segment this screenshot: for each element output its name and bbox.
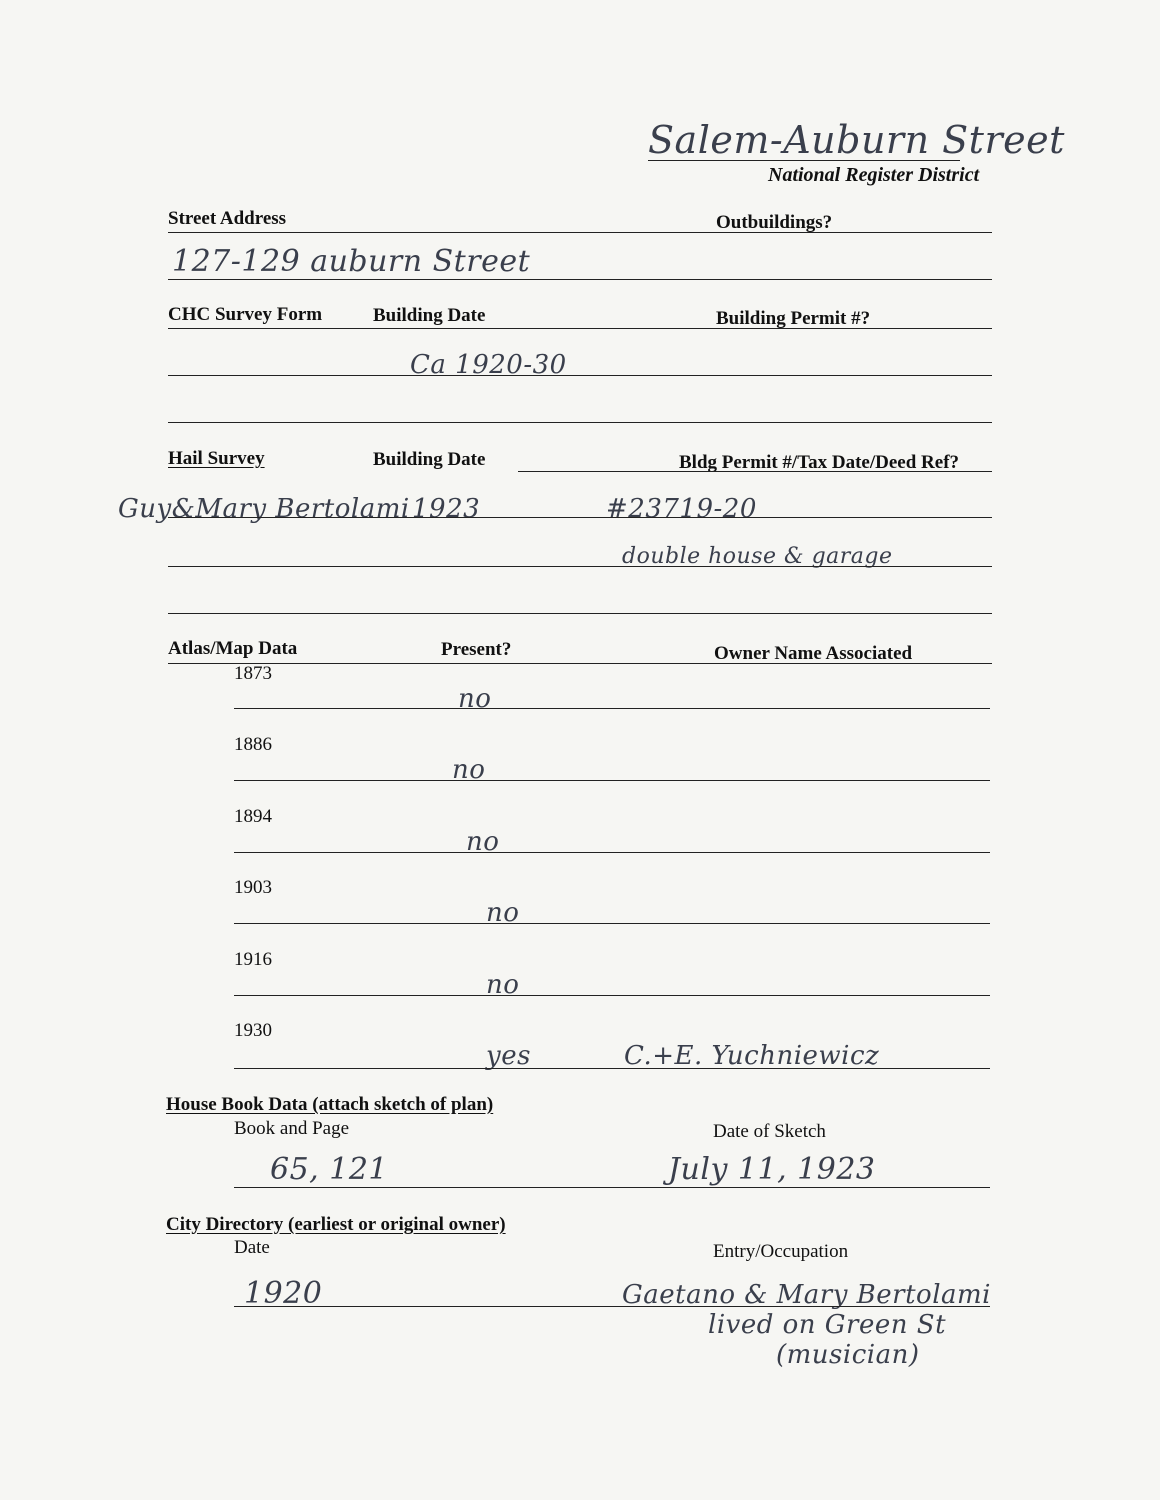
atlas-row-present: no — [466, 827, 500, 857]
atlas-present-label: Present? — [441, 639, 512, 660]
atlas-owner-label: Owner Name Associated — [714, 643, 913, 664]
street-header-rule — [168, 232, 992, 233]
hail-building-date-label: Building Date — [373, 449, 486, 470]
city-directory-value-rule — [234, 1306, 990, 1307]
entry-occupation-value-line-2: lived on Green St — [708, 1310, 947, 1340]
atlas-row-present: no — [458, 684, 492, 714]
district-label: National Register District — [768, 164, 980, 186]
atlas-row-year: 1916 — [234, 949, 272, 970]
entry-occupation-value: Gaetano & Mary Bertolami — [622, 1280, 991, 1310]
book-and-page-label: Book and Page — [234, 1118, 350, 1139]
atlas-row-present: no — [486, 970, 520, 1000]
city-directory-label: City Directory (earliest or original owner) — [166, 1214, 506, 1235]
atlas-row-present: yes — [486, 1041, 531, 1071]
atlas-row-year: 1903 — [234, 877, 272, 898]
street-value-rule — [168, 279, 992, 280]
atlas-row-present: no — [452, 755, 486, 785]
entry-occupation-value-line-3: (musician) — [776, 1340, 920, 1370]
atlas-row-rule — [234, 995, 990, 996]
house-book-label: House Book Data (attach sketch of plan) — [166, 1094, 494, 1115]
date-of-sketch-label: Date of Sketch — [713, 1121, 826, 1142]
chc-value-rule-1 — [168, 375, 992, 376]
hail-value-rule-3 — [168, 613, 992, 614]
hail-survey-label: Hail Survey — [168, 448, 265, 469]
atlas-row-owner: C.+E. Yuchniewicz — [624, 1041, 880, 1071]
house-book-value-rule — [234, 1187, 990, 1188]
atlas-row-rule — [234, 1068, 990, 1069]
handwritten-district-name: Salem-Auburn Street — [648, 118, 1065, 162]
hail-permit-label: Bldg Permit #/Tax Date/Deed Ref? — [679, 452, 960, 473]
entry-occupation-label: Entry/Occupation — [713, 1241, 849, 1262]
chc-value-rule-2 — [168, 422, 992, 423]
hail-value-rule-1 — [168, 517, 992, 518]
book-and-page-value: 65, 121 — [270, 1152, 389, 1187]
atlas-map-label: Atlas/Map Data — [168, 638, 298, 659]
atlas-row-year: 1894 — [234, 806, 272, 827]
chc-building-date-label: Building Date — [373, 305, 486, 326]
date-of-sketch-value: July 11, 1923 — [668, 1152, 876, 1187]
atlas-row-rule — [234, 780, 990, 781]
district-underline — [648, 160, 960, 161]
atlas-row-rule — [234, 923, 990, 924]
street-address-label: Street Address — [168, 208, 287, 229]
atlas-row-year: 1886 — [234, 734, 272, 755]
atlas-row-present: no — [486, 898, 520, 928]
atlas-row-year: 1930 — [234, 1020, 272, 1041]
atlas-header-rule — [168, 663, 992, 664]
atlas-row-year: 1873 — [234, 663, 272, 684]
outbuildings-label: Outbuildings? — [716, 212, 833, 233]
atlas-row-rule — [234, 852, 990, 853]
hail-value-rule-2 — [168, 566, 992, 567]
hail-header-rule — [518, 471, 992, 472]
chc-permit-label: Building Permit #? — [716, 308, 871, 329]
city-directory-date-value: 1920 — [244, 1276, 323, 1311]
street-address-value: 127-129 auburn Street — [172, 244, 531, 279]
chc-header-rule — [168, 328, 992, 329]
hail-owner-value: Guy&Mary Bertolami — [118, 494, 410, 524]
chc-survey-label: CHC Survey Form — [168, 304, 323, 325]
city-directory-date-label: Date — [234, 1237, 270, 1258]
hail-note-value: double house & garage — [622, 544, 893, 569]
hail-permit-value: #23719-20 — [606, 494, 757, 524]
atlas-row-rule — [234, 708, 990, 709]
chc-date-value: Ca 1920-30 — [410, 350, 567, 380]
hail-year-value: 1923 — [412, 494, 481, 524]
